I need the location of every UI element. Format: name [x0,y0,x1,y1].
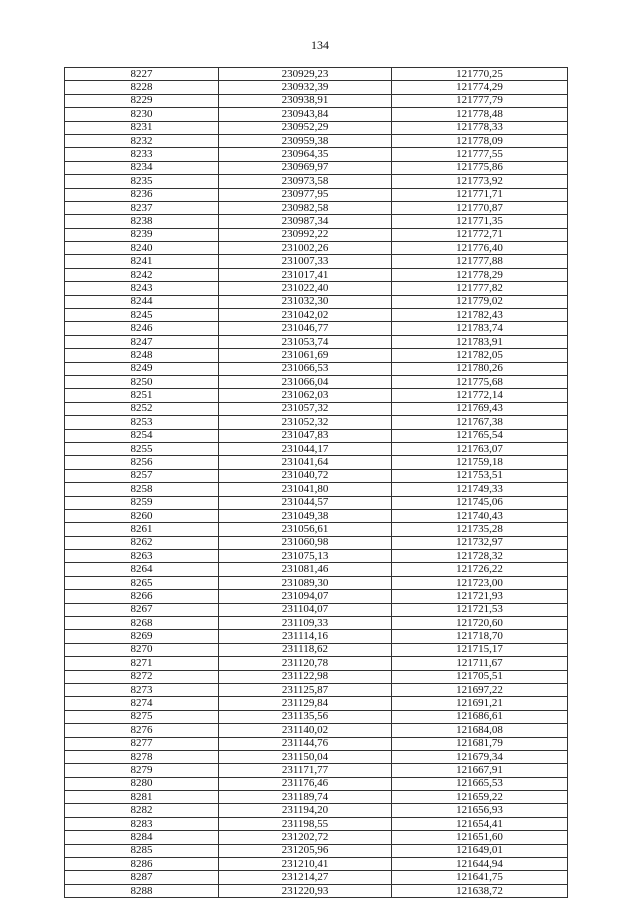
y-coordinate-cell: 121745,06 [392,496,568,509]
point-number-cell: 8228 [65,81,219,94]
x-coordinate-cell: 231129,84 [219,697,392,710]
table-row [65,791,568,804]
point-number-cell: 8260 [65,509,219,522]
x-coordinate-cell: 231104,07 [219,603,392,616]
table-row [65,68,568,81]
table-row [65,201,568,214]
y-coordinate-cell: 121697,22 [392,683,568,696]
point-number-cell: 8230 [65,108,219,121]
point-number-cell: 8229 [65,94,219,107]
x-coordinate-cell: 230938,91 [219,94,392,107]
point-number-cell: 8255 [65,442,219,455]
x-coordinate-cell: 231150,04 [219,750,392,763]
point-number-cell: 8254 [65,429,219,442]
table-row [65,858,568,871]
x-coordinate-cell: 230964,35 [219,148,392,161]
y-coordinate-cell: 121775,68 [392,375,568,388]
x-coordinate-cell: 231122,98 [219,670,392,683]
point-number-cell: 8256 [65,456,219,469]
table-row [65,764,568,777]
table-row [65,536,568,549]
x-coordinate-cell: 231066,53 [219,362,392,375]
y-coordinate-cell: 121721,53 [392,603,568,616]
y-coordinate-cell: 121667,91 [392,764,568,777]
table-row [65,442,568,455]
table-row [65,523,568,536]
table-row [65,509,568,522]
point-number-cell: 8287 [65,871,219,884]
x-coordinate-cell: 231125,87 [219,683,392,696]
x-coordinate-cell: 231044,57 [219,496,392,509]
y-coordinate-cell: 121659,22 [392,791,568,804]
y-coordinate-cell: 121654,41 [392,817,568,830]
point-number-cell: 8272 [65,670,219,683]
point-number-cell: 8286 [65,858,219,871]
table-row [65,375,568,388]
x-coordinate-cell: 231109,33 [219,617,392,630]
y-coordinate-cell: 121783,74 [392,322,568,335]
x-coordinate-cell: 231120,78 [219,657,392,670]
x-coordinate-cell: 230992,22 [219,228,392,241]
point-number-cell: 8227 [65,68,219,81]
point-number-cell: 8249 [65,362,219,375]
y-coordinate-cell: 121782,43 [392,309,568,322]
y-coordinate-cell: 121769,43 [392,402,568,415]
point-number-cell: 8263 [65,550,219,563]
x-coordinate-cell: 230982,58 [219,201,392,214]
point-number-cell: 8273 [65,683,219,696]
table-row [65,603,568,616]
x-coordinate-cell: 231114,16 [219,630,392,643]
table-row [65,710,568,723]
x-coordinate-cell: 231094,07 [219,590,392,603]
y-coordinate-cell: 121718,70 [392,630,568,643]
x-coordinate-cell: 231118,62 [219,643,392,656]
x-coordinate-cell: 231144,76 [219,737,392,750]
point-number-cell: 8259 [65,496,219,509]
y-coordinate-cell: 121778,33 [392,121,568,134]
table-row [65,630,568,643]
table-row [65,268,568,281]
table-row [65,322,568,335]
table-row [65,670,568,683]
x-coordinate-cell: 231022,40 [219,282,392,295]
y-coordinate-cell: 121777,55 [392,148,568,161]
table-row [65,817,568,830]
table-row [65,737,568,750]
table-row [65,242,568,255]
y-coordinate-cell: 121732,97 [392,536,568,549]
y-coordinate-cell: 121782,05 [392,349,568,362]
x-coordinate-cell: 230943,84 [219,108,392,121]
point-number-cell: 8276 [65,724,219,737]
y-coordinate-cell: 121777,88 [392,255,568,268]
y-coordinate-cell: 121778,09 [392,134,568,147]
y-coordinate-cell: 121783,91 [392,335,568,348]
y-coordinate-cell: 121691,21 [392,697,568,710]
x-coordinate-cell: 231194,20 [219,804,392,817]
x-coordinate-cell: 231056,61 [219,523,392,536]
y-coordinate-cell: 121686,61 [392,710,568,723]
point-number-cell: 8278 [65,750,219,763]
table-row [65,295,568,308]
table-row [65,309,568,322]
y-coordinate-cell: 121765,54 [392,429,568,442]
y-coordinate-cell: 121780,26 [392,362,568,375]
x-coordinate-cell: 230932,39 [219,81,392,94]
y-coordinate-cell: 121723,00 [392,576,568,589]
point-number-cell: 8245 [65,309,219,322]
table-row [65,389,568,402]
y-coordinate-cell: 121684,08 [392,724,568,737]
point-number-cell: 8236 [65,188,219,201]
y-coordinate-cell: 121767,38 [392,416,568,429]
point-number-cell: 8262 [65,536,219,549]
point-number-cell: 8252 [65,402,219,415]
y-coordinate-cell: 121726,22 [392,563,568,576]
y-coordinate-cell: 121735,28 [392,523,568,536]
y-coordinate-cell: 121759,18 [392,456,568,469]
point-number-cell: 8248 [65,349,219,362]
point-number-cell: 8264 [65,563,219,576]
y-coordinate-cell: 121777,82 [392,282,568,295]
x-coordinate-cell: 231032,30 [219,295,392,308]
point-number-cell: 8269 [65,630,219,643]
table-row [65,643,568,656]
x-coordinate-cell: 231044,17 [219,442,392,455]
x-coordinate-cell: 230952,29 [219,121,392,134]
point-number-cell: 8268 [65,617,219,630]
x-coordinate-cell: 231189,74 [219,791,392,804]
coordinates-table [64,67,568,898]
table-row [65,282,568,295]
y-coordinate-cell: 121705,51 [392,670,568,683]
point-number-cell: 8247 [65,335,219,348]
point-number-cell: 8231 [65,121,219,134]
point-number-cell: 8238 [65,215,219,228]
point-number-cell: 8244 [65,295,219,308]
point-number-cell: 8246 [65,322,219,335]
table-row [65,335,568,348]
x-coordinate-cell: 231089,30 [219,576,392,589]
y-coordinate-cell: 121775,86 [392,161,568,174]
table-row [65,215,568,228]
x-coordinate-cell: 230969,97 [219,161,392,174]
x-coordinate-cell: 230973,58 [219,175,392,188]
x-coordinate-cell: 231049,38 [219,509,392,522]
x-coordinate-cell: 231176,46 [219,777,392,790]
point-number-cell: 8270 [65,643,219,656]
y-coordinate-cell: 121656,93 [392,804,568,817]
table-row [65,844,568,857]
x-coordinate-cell: 231041,80 [219,483,392,496]
y-coordinate-cell: 121770,25 [392,68,568,81]
x-coordinate-cell: 231060,98 [219,536,392,549]
y-coordinate-cell: 121665,53 [392,777,568,790]
y-coordinate-cell: 121720,60 [392,617,568,630]
table-row [65,429,568,442]
x-coordinate-cell: 231053,74 [219,335,392,348]
x-coordinate-cell: 231214,27 [219,871,392,884]
table-row [65,121,568,134]
table-row [65,188,568,201]
table-row [65,724,568,737]
x-coordinate-cell: 231202,72 [219,831,392,844]
table-row [65,804,568,817]
table-row [65,148,568,161]
y-coordinate-cell: 121638,72 [392,884,568,897]
table-row [65,576,568,589]
table-row [65,456,568,469]
point-number-cell: 8258 [65,483,219,496]
point-number-cell: 8242 [65,268,219,281]
table-row [65,228,568,241]
point-number-cell: 8279 [65,764,219,777]
table-row [65,175,568,188]
x-coordinate-cell: 231061,69 [219,349,392,362]
y-coordinate-cell: 121773,92 [392,175,568,188]
table-row [65,134,568,147]
x-coordinate-cell: 231198,55 [219,817,392,830]
x-coordinate-cell: 231081,46 [219,563,392,576]
point-number-cell: 8261 [65,523,219,536]
point-number-cell: 8277 [65,737,219,750]
y-coordinate-cell: 121721,93 [392,590,568,603]
table-row [65,563,568,576]
y-coordinate-cell: 121776,40 [392,242,568,255]
table-row [65,590,568,603]
coordinates-table-body [65,68,568,898]
x-coordinate-cell: 231002,26 [219,242,392,255]
x-coordinate-cell: 231075,13 [219,550,392,563]
y-coordinate-cell: 121777,79 [392,94,568,107]
y-coordinate-cell: 121772,71 [392,228,568,241]
point-number-cell: 8284 [65,831,219,844]
x-coordinate-cell: 231042,02 [219,309,392,322]
y-coordinate-cell: 121771,35 [392,215,568,228]
y-coordinate-cell: 121715,17 [392,643,568,656]
table-row [65,683,568,696]
table-row [65,255,568,268]
x-coordinate-cell: 231062,03 [219,389,392,402]
y-coordinate-cell: 121651,60 [392,831,568,844]
x-coordinate-cell: 231041,64 [219,456,392,469]
y-coordinate-cell: 121711,67 [392,657,568,670]
x-coordinate-cell: 231040,72 [219,469,392,482]
table-row [65,94,568,107]
y-coordinate-cell: 121778,29 [392,268,568,281]
table-row [65,884,568,897]
x-coordinate-cell: 231052,32 [219,416,392,429]
table-row [65,871,568,884]
table-row [65,349,568,362]
point-number-cell: 8235 [65,175,219,188]
x-coordinate-cell: 231017,41 [219,268,392,281]
point-number-cell: 8271 [65,657,219,670]
point-number-cell: 8288 [65,884,219,897]
table-row [65,697,568,710]
point-number-cell: 8283 [65,817,219,830]
y-coordinate-cell: 121681,79 [392,737,568,750]
table-row [65,362,568,375]
x-coordinate-cell: 231057,32 [219,402,392,415]
point-number-cell: 8281 [65,791,219,804]
x-coordinate-cell: 230987,34 [219,215,392,228]
page-number: 134 [311,38,329,52]
point-number-cell: 8241 [65,255,219,268]
table-row [65,161,568,174]
table-row [65,402,568,415]
x-coordinate-cell: 231046,77 [219,322,392,335]
table-row [65,657,568,670]
y-coordinate-cell: 121771,71 [392,188,568,201]
y-coordinate-cell: 121649,01 [392,844,568,857]
y-coordinate-cell: 121772,14 [392,389,568,402]
table-row [65,617,568,630]
y-coordinate-cell: 121679,34 [392,750,568,763]
point-number-cell: 8257 [65,469,219,482]
table-row [65,416,568,429]
y-coordinate-cell: 121770,87 [392,201,568,214]
y-coordinate-cell: 121749,33 [392,483,568,496]
point-number-cell: 8240 [65,242,219,255]
y-coordinate-cell: 121778,48 [392,108,568,121]
y-coordinate-cell: 121728,32 [392,550,568,563]
x-coordinate-cell: 231135,56 [219,710,392,723]
table-row [65,550,568,563]
point-number-cell: 8232 [65,134,219,147]
x-coordinate-cell: 231205,96 [219,844,392,857]
table-row [65,108,568,121]
point-number-cell: 8239 [65,228,219,241]
point-number-cell: 8237 [65,201,219,214]
point-number-cell: 8267 [65,603,219,616]
point-number-cell: 8265 [65,576,219,589]
y-coordinate-cell: 121779,02 [392,295,568,308]
x-coordinate-cell: 230959,38 [219,134,392,147]
x-coordinate-cell: 231007,33 [219,255,392,268]
point-number-cell: 8285 [65,844,219,857]
point-number-cell: 8234 [65,161,219,174]
table-row [65,496,568,509]
point-number-cell: 8266 [65,590,219,603]
point-number-cell: 8251 [65,389,219,402]
table-row [65,831,568,844]
x-coordinate-cell: 231066,04 [219,375,392,388]
point-number-cell: 8243 [65,282,219,295]
point-number-cell: 8275 [65,710,219,723]
table-row [65,469,568,482]
y-coordinate-cell: 121740,43 [392,509,568,522]
x-coordinate-cell: 230977,95 [219,188,392,201]
point-number-cell: 8250 [65,375,219,388]
y-coordinate-cell: 121644,94 [392,858,568,871]
point-number-cell: 8274 [65,697,219,710]
x-coordinate-cell: 231047,83 [219,429,392,442]
point-number-cell: 8233 [65,148,219,161]
x-coordinate-cell: 231210,41 [219,858,392,871]
point-number-cell: 8282 [65,804,219,817]
table-row [65,750,568,763]
x-coordinate-cell: 231171,77 [219,764,392,777]
point-number-cell: 8253 [65,416,219,429]
x-coordinate-cell: 230929,23 [219,68,392,81]
point-number-cell: 8280 [65,777,219,790]
y-coordinate-cell: 121763,07 [392,442,568,455]
y-coordinate-cell: 121641,75 [392,871,568,884]
y-coordinate-cell: 121774,29 [392,81,568,94]
table-row [65,483,568,496]
x-coordinate-cell: 231140,02 [219,724,392,737]
table-row [65,777,568,790]
y-coordinate-cell: 121753,51 [392,469,568,482]
table-row [65,81,568,94]
x-coordinate-cell: 231220,93 [219,884,392,897]
